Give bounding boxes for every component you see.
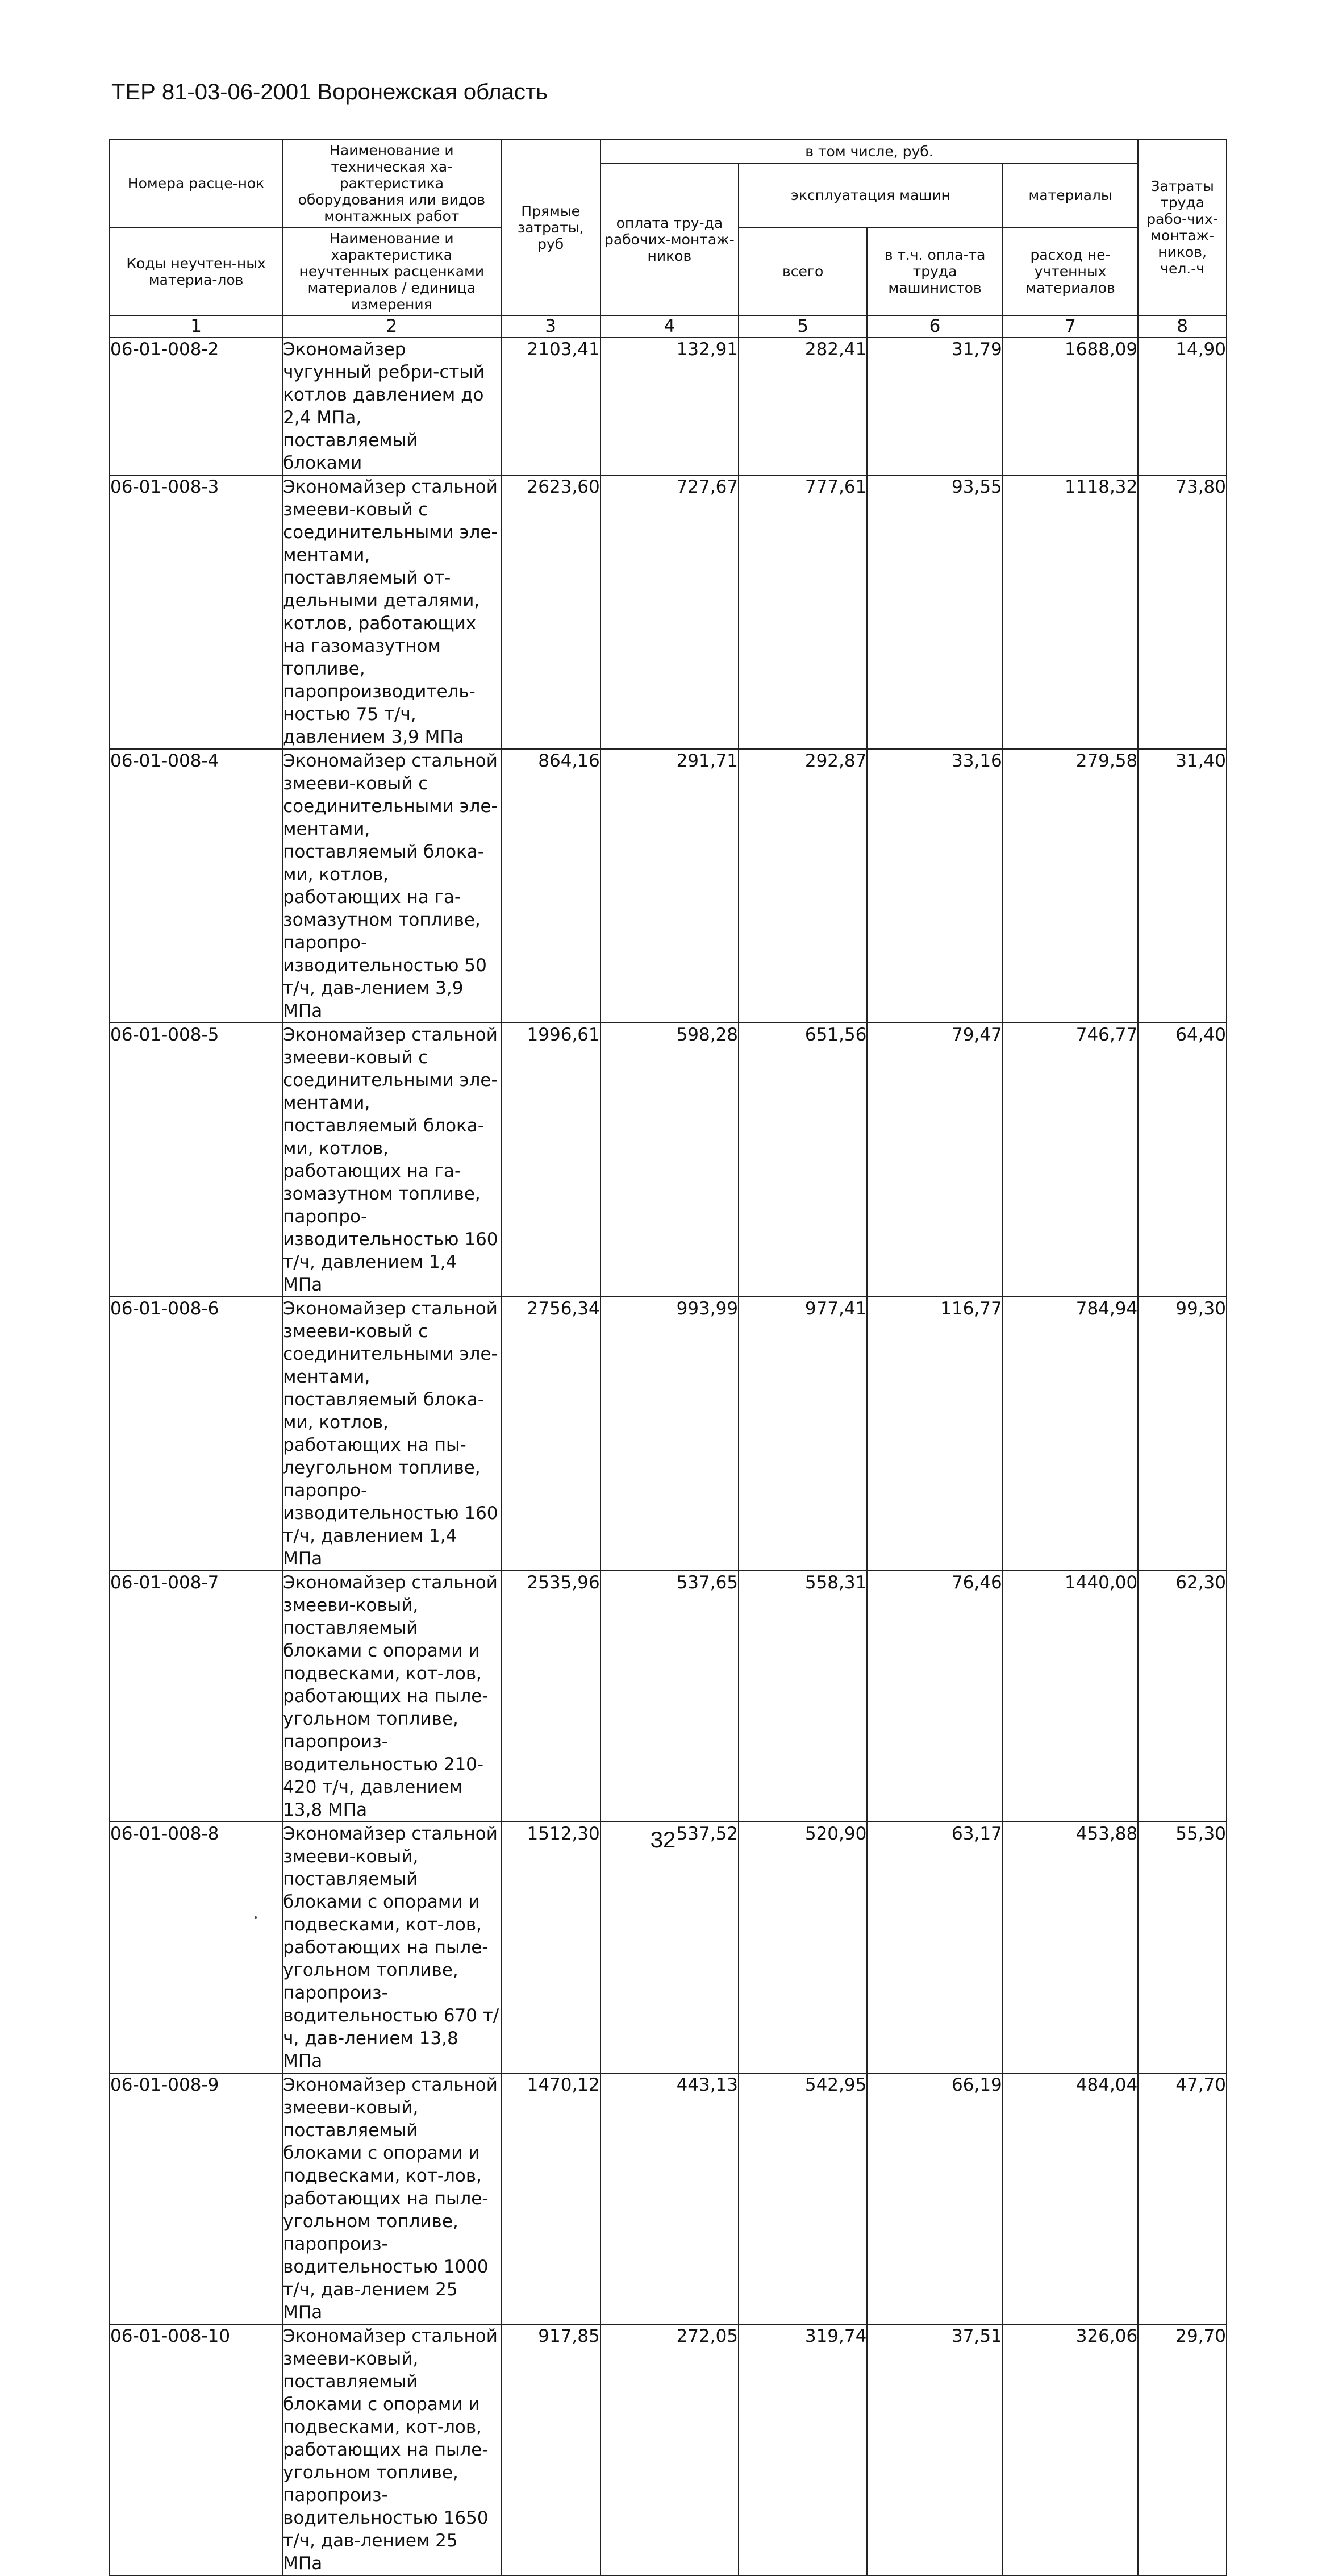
worker-wages-value: 291,71 [601,749,739,1023]
direct-costs-value: 2535,96 [501,1571,601,1822]
column-number: 6 [867,315,1002,338]
work-description: Экономайзер стальной змееви-ковый с соединительными эле-ментами, поставляемый блока-ми, котлов, работающих на га-зомазутном топливе, паропро-изводительностью 50 т/ч, дав-лением 3,9 МПа [282,749,501,1023]
header-machines-total: всего [739,227,867,315]
machines-total-value: 651,56 [739,1023,867,1297]
table-row [110,1023,1227,1297]
materials-value: 326,06 [1003,2324,1138,2575]
column-number: 2 [282,315,501,338]
worker-wages-value: 598,28 [601,1023,739,1297]
labor-hours-value: 55,30 [1138,1822,1227,2073]
column-number: 5 [739,315,867,338]
direct-costs-value: 2623,60 [501,475,601,749]
operator-wages-value: 116,77 [867,1297,1002,1571]
worker-wages-value: 993,99 [601,1297,739,1571]
column-numbers-row [110,315,1227,338]
direct-costs-value: 2756,34 [501,1297,601,1571]
labor-hours-value: 31,40 [1138,749,1227,1023]
worker-wages-value: 132,91 [601,338,739,475]
work-description: Экономайзер стальной змееви-ковый, поставляемый блоками с опорами и подвесками, кот-лов, работающих на пыле-угольном топливе, паропроиз-водительностью 670 т/ч, дав-лением 13,8 МПа [282,1822,501,2073]
rate-code: 06-01-008-9 [110,2073,282,2324]
work-description: Экономайзер стальной змееви-ковый с соединительными эле-ментами, поставляемый блока-ми, котлов, работающих на пы-леугольном топливе, паропро-изводительностью 160 т/ч, давлением 1,4 МПа [282,1297,501,1571]
table-row [110,2073,1227,2324]
direct-costs-value: 864,16 [501,749,601,1023]
work-description: Экономайзер чугунный ребри-стый котлов давлением до 2,4 МПа, поставляемый блоками [282,338,501,475]
materials-value: 1440,00 [1003,1571,1138,1822]
worker-wages-value: 537,65 [601,1571,739,1822]
header-material-description: Наименование и характеристика неучтенных расценками материалов / единица измерения [282,227,501,315]
table-body [110,338,1227,2575]
machines-total-value: 319,74 [739,2324,867,2575]
materials-value: 1118,32 [1003,475,1138,749]
materials-value: 746,77 [1003,1023,1138,1297]
worker-wages-value: 727,67 [601,475,739,749]
machines-total-value: 292,87 [739,749,867,1023]
work-description: Экономайзер стальной змееви-ковый, поставляемый блоками с опорами и подвесками, кот-лов, работающих на пыле-угольном топливе, паропроиз-водительностью 1650 т/ч, дав-лением 25 МПа [282,2324,501,2575]
operator-wages-value: 33,16 [867,749,1002,1023]
operator-wages-value: 76,46 [867,1571,1002,1822]
column-number: 1 [110,315,282,338]
table-row [110,338,1227,475]
work-description: Экономайзер стальной змееви-ковый, поставляемый блоками с опорами и подвесками, кот-лов, работающих на пыле-угольном топливе, паропроиз-водительностью 210-420 т/ч, давлением 13,8 МПа [282,1571,501,1822]
materials-value: 484,04 [1003,2073,1138,2324]
column-number: 4 [601,315,739,338]
table-row [110,475,1227,749]
column-number: 7 [1003,315,1138,338]
materials-value: 279,58 [1003,749,1138,1023]
rate-code: 06-01-008-10 [110,2324,282,2575]
rate-code: 06-01-008-6 [110,1297,282,1571]
materials-value: 453,88 [1003,1822,1138,2073]
direct-costs-value: 1996,61 [501,1023,601,1297]
operator-wages-value: 31,79 [867,338,1002,475]
header-operator-wages: в т.ч. опла-та труда машинистов [867,227,1002,315]
rate-code: 06-01-008-8 [110,1822,282,2073]
rate-code: 06-01-008-7 [110,1571,282,1822]
machines-total-value: 777,61 [739,475,867,749]
column-number: 8 [1138,315,1227,338]
rate-code: 06-01-008-2 [110,338,282,475]
table-row [110,749,1227,1023]
header-work-description: Наименование и техническая ха-рактеристика оборудования или видов монтажных работ [282,139,501,227]
worker-wages-value: 272,05 [601,2324,739,2575]
table-row [110,1571,1227,1822]
worker-wages-value: 537,52 [601,1822,739,2073]
materials-value: 1688,09 [1003,338,1138,475]
header-worker-wages: оплата тру-да рабочих-монтаж-ников [601,163,739,315]
operator-wages-value: 66,19 [867,2073,1002,2324]
work-description: Экономайзер стальной змееви-ковый, поставляемый блоками с опорами и подвесками, кот-лов, работающих на пыле-угольном топливе, паропроиз-водительностью 1000 т/ч, дав-лением 25 МПа [282,2073,501,2324]
header-including-group: в том числе, руб. [601,139,1138,163]
header-unaccounted-materials: расход не-учтенных материалов [1003,227,1138,315]
labor-hours-value: 99,30 [1138,1297,1227,1571]
labor-hours-value: 73,80 [1138,475,1227,749]
direct-costs-value: 917,85 [501,2324,601,2575]
labor-hours-value: 14,90 [1138,338,1227,475]
direct-costs-value: 1512,30 [501,1822,601,2073]
table-header [110,139,1227,338]
rate-code: 06-01-008-3 [110,475,282,749]
header-machine-operation: эксплуатация машин [739,163,1003,227]
scan-speck [255,1916,257,1919]
operator-wages-value: 37,51 [867,2324,1002,2575]
table-row [110,1822,1227,2073]
rates-table [109,139,1227,2576]
operator-wages-value: 79,47 [867,1023,1002,1297]
rate-code: 06-01-008-5 [110,1023,282,1297]
machines-total-value: 977,41 [739,1297,867,1571]
labor-hours-value: 62,30 [1138,1571,1227,1822]
materials-value: 784,94 [1003,1297,1138,1571]
rate-code: 06-01-008-4 [110,749,282,1023]
worker-wages-value: 443,13 [601,2073,739,2324]
direct-costs-value: 2103,41 [501,338,601,475]
labor-hours-value: 64,40 [1138,1023,1227,1297]
header-material-codes: Коды неучтен-ных материа-лов [110,227,282,315]
machines-total-value: 542,95 [739,2073,867,2324]
page-number: 32 [650,1828,676,1853]
machines-total-value: 520,90 [739,1822,867,2073]
header-materials-group: материалы [1003,163,1138,227]
operator-wages-value: 63,17 [867,1822,1002,2073]
column-number: 3 [501,315,601,338]
labor-hours-value: 29,70 [1138,2324,1227,2575]
operator-wages-value: 93,55 [867,475,1002,749]
work-description: Экономайзер стальной змееви-ковый с соединительными эле-ментами, поставляемый блока-ми, котлов, работающих на га-зомазутном топливе, паропро-изводительностью 160 т/ч, давлением 1,4 МПа [282,1023,501,1297]
header-direct-costs: Прямые затраты, руб [501,139,601,315]
labor-hours-value: 47,70 [1138,2073,1227,2324]
machines-total-value: 282,41 [739,338,867,475]
machines-total-value: 558,31 [739,1571,867,1822]
table-row [110,1297,1227,1571]
table-row [110,2324,1227,2575]
work-description: Экономайзер стальной змееви-ковый с соединительными эле-ментами, поставляемый от-дельными деталями, котлов, работающих на газомазутном топливе, паропроизводитель-ностью 75 т/ч, давлением 3,9 МПа [282,475,501,749]
document-title: ТЕР 81-03-06-2001 Воронежская область [111,80,548,105]
header-rate-numbers: Номера расце-нок [110,139,282,227]
header-labor-hours: Затраты труда рабо-чих-монтаж-ников, чел.-ч [1138,139,1227,315]
direct-costs-value: 1470,12 [501,2073,601,2324]
